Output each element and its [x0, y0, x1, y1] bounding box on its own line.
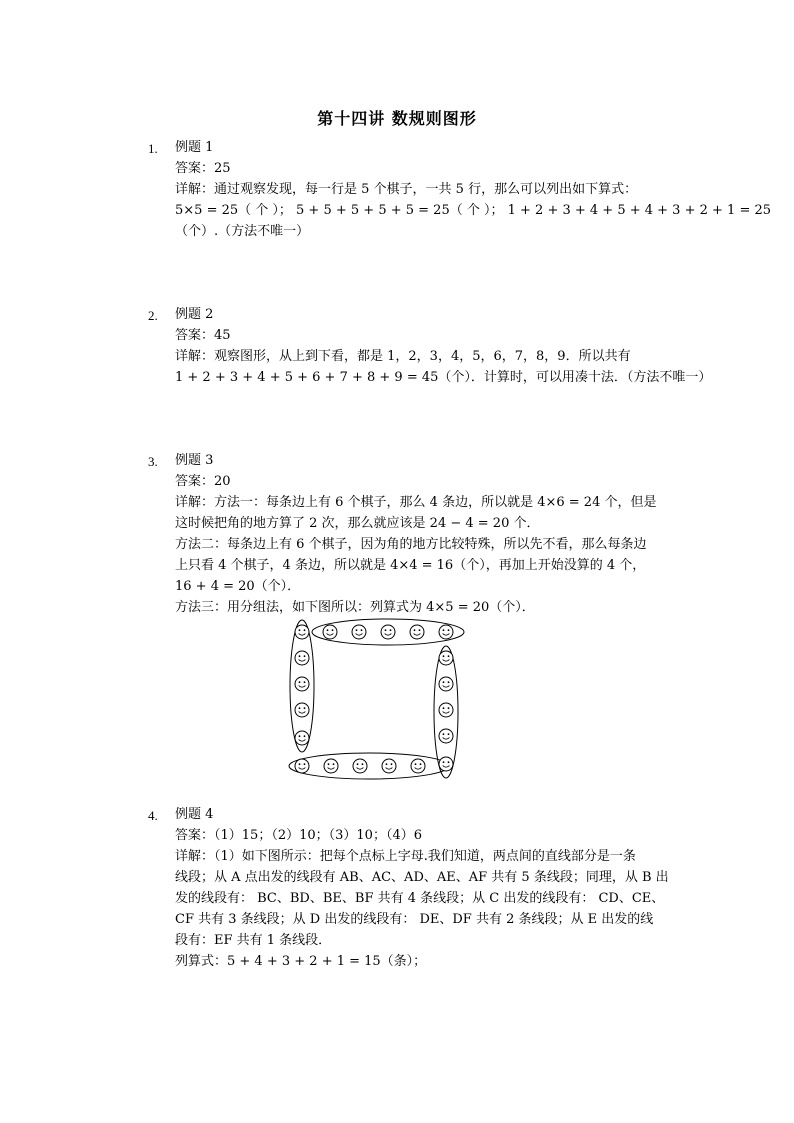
smiley-face-icon [439, 625, 453, 639]
problem-4-detail-line: 列算式：5 + 4 + 3 + 2 + 1 = 15（条）； [175, 954, 427, 969]
problem-4-detail-line: 线段；从 A 点出发的线段有 AB、AC、AD、AE、AF 共有 5 条线段；同理，从 B 出 [175, 870, 669, 885]
problem-2-number: 2. [148, 308, 158, 323]
problem-4-number: 4. [148, 808, 158, 823]
smiley-face-icon [295, 677, 309, 691]
problem-2-heading: 例题 2 [175, 307, 214, 322]
problem-2-detail-line: 详解：观察图形，从上到下看，都是 1，2，3，4，5，6，7，8，9．所以共有 [175, 349, 631, 364]
problem-4-detail-line: 详解：（1）如下图所示：把每个点标上字母.我们知道，两点间的直线部分是一条 [175, 849, 636, 864]
problem-4-answer: 答案：（1）15；（2）10；（3）10；（4）6 [175, 828, 422, 843]
smiley-face-icon [382, 759, 396, 773]
smiley-face-icon [353, 759, 367, 773]
problem-2-answer: 答案：45 [175, 328, 231, 343]
problem-3-detail-line: 这时候把角的地方算了 2 次，那么就应该是 24 − 4 = 20 个． [175, 516, 540, 531]
problem-1-detail-line: （个）.（方法不唯一） [175, 224, 310, 239]
problem-1-heading: 例题 1 [175, 140, 214, 155]
problem-3-detail-line: 16 + 4 = 20（个）． [175, 579, 301, 594]
problem-1-detail-line: 详解：通过观察发现，每一行是 5 个棋子，一共 5 行，那么可以列出如下算式： [175, 182, 638, 197]
problem-3-heading: 例题 3 [175, 453, 214, 468]
smiley-face-icon [439, 757, 453, 771]
smiley-face-icon [295, 625, 309, 639]
smiley-face-icon [295, 651, 309, 665]
page-title: 第十四讲 数规则图形 [317, 109, 477, 128]
smiley-face-icon [295, 731, 309, 745]
problem-3-number: 3. [148, 454, 158, 469]
problem-4-detail-line: 段有：EF 共有 1 条线段． [175, 933, 332, 948]
smiley-face-icon [295, 759, 309, 773]
problem-1-number: 1. [148, 141, 158, 156]
problem-3-answer: 答案：20 [175, 474, 231, 489]
problem-2-detail-line: 1 + 2 + 3 + 4 + 5 + 6 + 7 + 8 + 9 = 45（个）．计算时，可以用凑十法．（方法不唯一） [175, 370, 712, 385]
problem-3-detail-line: 详解：方法一：每条边上有 6 个棋子，那么 4 条边，所以就是 4×6 = 24 个，但是 [175, 495, 657, 510]
smiley-face-icon [295, 703, 309, 717]
smiley-face-icon [381, 625, 395, 639]
smiley-face-icon [410, 625, 424, 639]
smiley-face-icon [324, 759, 338, 773]
problem-4-detail-line: CF 共有 3 条线段；从 D 出发的线段有： DE、DF 共有 2 条线段；从 E 出发的线 [175, 912, 654, 927]
smiley-face-icon [439, 677, 453, 691]
problem-4-detail-line: 发的线段有： BC、BD、BE、BF 共有 4 条线段；从 C 出发的线段有： CD、CE、 [175, 891, 665, 906]
grouped-pieces-figure [284, 618, 474, 780]
problem-4-heading: 例题 4 [175, 807, 214, 822]
problem-3-detail-line: 上只看 4 个棋子，4 条边，所以就是 4×4 = 16（个），再加上开始没算的 4 个， [175, 558, 646, 573]
smiley-face-icon [411, 759, 425, 773]
smiley-face-icon [323, 625, 337, 639]
problem-3-detail-line: 方法三：用分组法，如下图所以：列算式为 4×5 = 20（个）． [175, 600, 535, 615]
smiley-face-icon [439, 651, 453, 665]
smiley-face-icon [439, 703, 453, 717]
smiley-face-icon [439, 729, 453, 743]
smiley-face-icon [352, 625, 366, 639]
problem-3-detail-line: 方法二：每条边上有 6 个棋子，因为角的地方比较特殊，所以先不看，那么每条边 [175, 537, 647, 552]
problem-1-detail-line: 5×5 = 25（ 个 ）； 5 + 5 + 5 + 5 + 5 = 25（ 个 ）； 1 + 2 + 3 + 4 + 5 + 4 + 3 + 2 + 1 = 25 [175, 203, 772, 218]
problem-1-answer: 答案：25 [175, 161, 231, 176]
